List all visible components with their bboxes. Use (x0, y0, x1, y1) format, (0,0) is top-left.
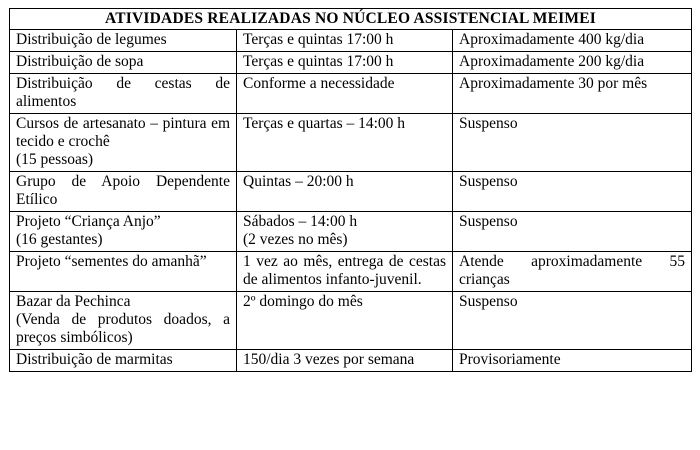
status-cell (453, 292, 692, 350)
table-row (10, 52, 692, 74)
activity-cell (10, 212, 237, 252)
activity-cell (10, 52, 237, 74)
activity-cell (10, 114, 237, 172)
table-body (10, 30, 692, 372)
schedule-cell (237, 114, 453, 172)
activity-text: Bazar da Pechinca (16, 293, 131, 310)
table-title-row (10, 9, 692, 30)
schedule-cell (237, 252, 453, 292)
schedule-cell (237, 212, 453, 252)
table-row (10, 252, 692, 292)
schedule-cell (237, 172, 453, 212)
schedule-text: Sábados – 14:00 h (243, 213, 358, 230)
status-cell (453, 74, 692, 114)
activity-text: Cursos de artesanato – pintura em tecido e crochê (16, 115, 230, 150)
status-text: Suspenso (459, 213, 518, 230)
activities-table-container (9, 8, 691, 372)
table-row (10, 30, 692, 52)
status-cell (453, 52, 692, 74)
schedule-text: Quintas – 20:00 h (243, 173, 354, 190)
status-text: Suspenso (459, 115, 518, 132)
activity-text: Distribuição de sopa (16, 53, 144, 70)
activity-cell (10, 30, 237, 52)
status-text: Suspenso (459, 293, 518, 310)
activity-text: (15 pessoas) (16, 151, 94, 168)
status-text: Suspenso (459, 173, 518, 190)
table-row (10, 212, 692, 252)
schedule-text: (2 vezes no mês) (243, 231, 348, 248)
activity-text: Grupo de Apoio Dependente Etílico (16, 173, 230, 208)
schedule-cell (237, 350, 453, 372)
schedule-cell (237, 74, 453, 114)
activity-cell (10, 350, 237, 372)
table-title: ATIVIDADES REALIZADAS NO NÚCLEO ASSISTENCIAL MEIMEI (10, 9, 692, 30)
activity-text: Distribuição de legumes (16, 31, 167, 48)
table-row (10, 74, 692, 114)
activity-text: Projeto “Criança Anjo” (16, 213, 161, 230)
status-text: Aproximadamente 200 kg/dia (459, 53, 645, 70)
schedule-text: 2º domingo do mês (243, 293, 363, 310)
status-text: Atende aproximadamente 55 crianças (459, 253, 686, 288)
table-row (10, 292, 692, 350)
status-cell (453, 252, 692, 292)
status-text: Provisoriamente (459, 351, 561, 368)
status-text: Aproximadamente 400 kg/dia (459, 31, 645, 48)
activity-text: (16 gestantes) (16, 231, 103, 248)
table-row (10, 172, 692, 212)
activity-text: (Venda de produtos doados, a preços simbólicos) (16, 311, 230, 346)
activity-cell (10, 74, 237, 114)
schedule-cell (237, 52, 453, 74)
schedule-text: 150/dia 3 vezes por semana (243, 351, 415, 368)
activity-text: Projeto “sementes do amanhã” (16, 253, 207, 270)
schedule-text: Terças e quintas 17:00 h (243, 31, 394, 48)
status-cell (453, 30, 692, 52)
status-cell (453, 114, 692, 172)
activity-cell (10, 252, 237, 292)
status-cell (453, 172, 692, 212)
status-cell (453, 350, 692, 372)
schedule-text: Conforme a necessidade (243, 75, 395, 92)
activity-text: Distribuição de cestas de alimentos (16, 75, 230, 110)
schedule-text: Terças e quartas – 14:00 h (243, 115, 406, 132)
status-cell (453, 212, 692, 252)
schedule-cell (237, 30, 453, 52)
table-row (10, 350, 692, 372)
activity-text: Distribuição de marmitas (16, 351, 173, 368)
schedule-text: 1 vez ao mês, entrega de cestas de alimentos infanto-juvenil. (243, 253, 446, 288)
status-text: Aproximadamente 30 por mês (459, 75, 648, 92)
schedule-text: Terças e quintas 17:00 h (243, 53, 394, 70)
schedule-cell (237, 292, 453, 350)
activity-cell (10, 172, 237, 212)
activity-cell (10, 292, 237, 350)
activities-table (9, 8, 692, 372)
table-row (10, 114, 692, 172)
